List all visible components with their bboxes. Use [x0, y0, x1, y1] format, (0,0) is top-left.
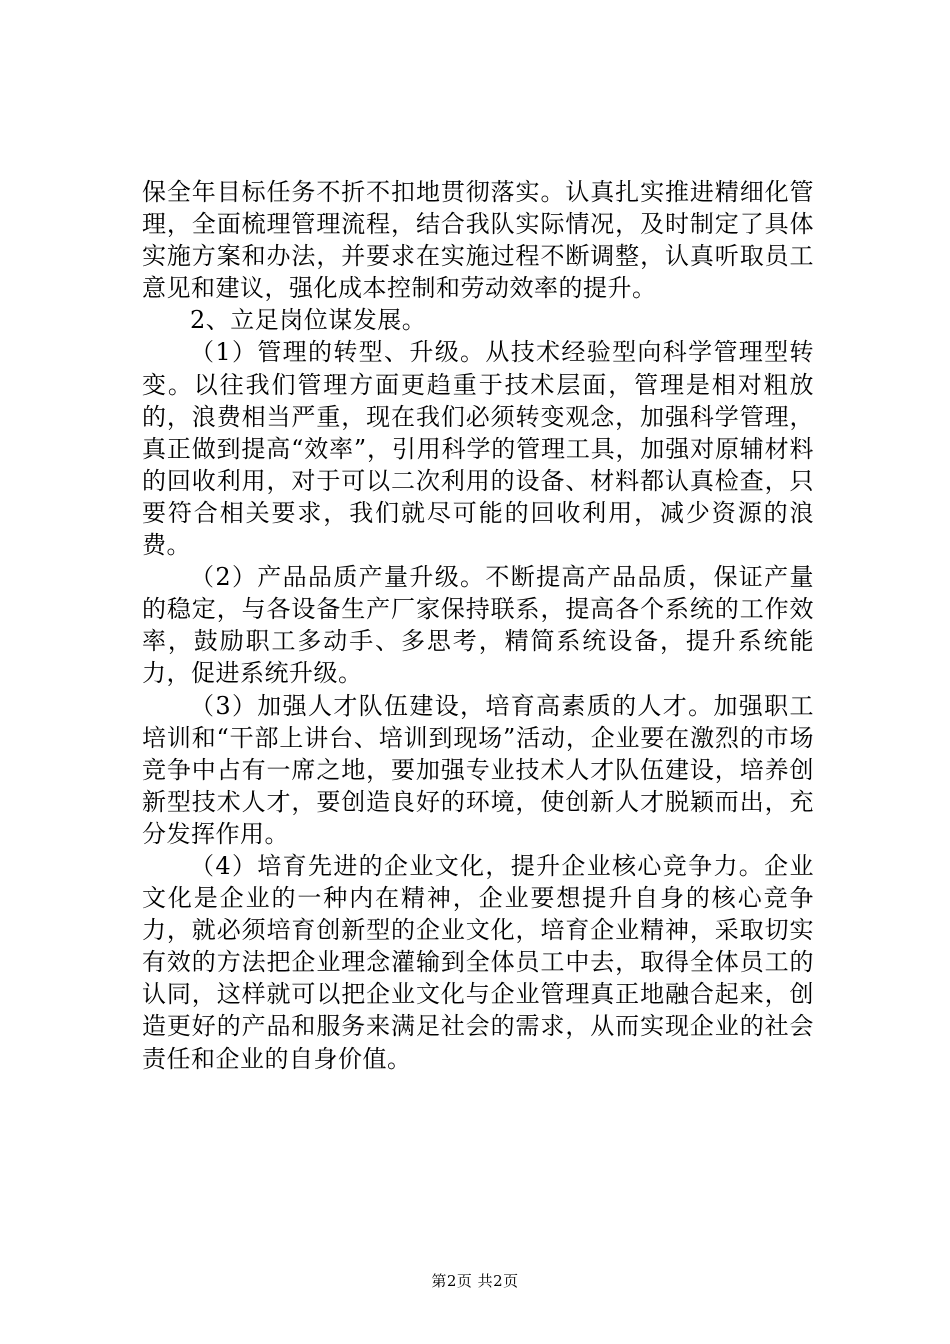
page-number-footer: 第2页 共2页	[431, 1272, 519, 1290]
section-heading-2: 2、立足岗位谋发展。	[190, 306, 427, 335]
paragraph-item-3: （3）加强人才队伍建设，培育高素质的人才。加强职工培训和“干部上讲台、培训到现场”活动，企业要在激烈的市场竞争中占有一席之地，要加强专业技术人才队伍建设，培养创新型技术人才，要创造良好的环境，使创新人才脱颖而出，充分发挥作用。	[142, 691, 814, 848]
paragraph-item-1: （1）管理的转型、升级。从技术经验型向科学管理型转变。以往我们管理方面更趋重于技术层面，管理是相对粗放的，浪费相当严重，现在我们必须转变观念，加强科学管理，真正做到提高“效率”，引用科学的管理工具，加强对原辅材料的回收利用，对于可以二次利用的设备、材料都认真检查，只要符合相关要求，我们就尽可能的回收利用，减少资源的浪费。	[142, 338, 814, 560]
document-body	[142, 176, 814, 1075]
paragraph-intro-continuation: 保全年目标任务不折不扣地贯彻落实。认真扎实推进精细化管理，全面梳理管理流程，结合我队实际情况，及时制定了具体实施方案和办法，并要求在实施过程不断调整，认真听取员工意见和建议，强化成本控制和劳动效率的提升。	[142, 178, 814, 303]
paragraph-item-4: （4）培育先进的企业文化，提升企业核心竞争力。企业文化是企业的一种内在精神，企业要想提升自身的核心竞争力，就必须培育创新型的企业文化，培育企业精神，采取切实有效的方法把企业理念灌输到全体员工中去，取得全体员工的认同，这样就可以把企业文化与企业管理真正地融合起来，创造更好的产品和服务来满足社会的需求，从而实现企业的社会责任和企业的自身价值。	[142, 851, 814, 1073]
paragraph-item-2: （2）产品品质产量升级。不断提高产品品质，保证产量的稳定，与各设备生产厂家保持联系，提高各个系统的工作效率，鼓励职工多动手、多思考，精简系统设备，提升系统能力，促进系统升级。	[142, 563, 814, 688]
